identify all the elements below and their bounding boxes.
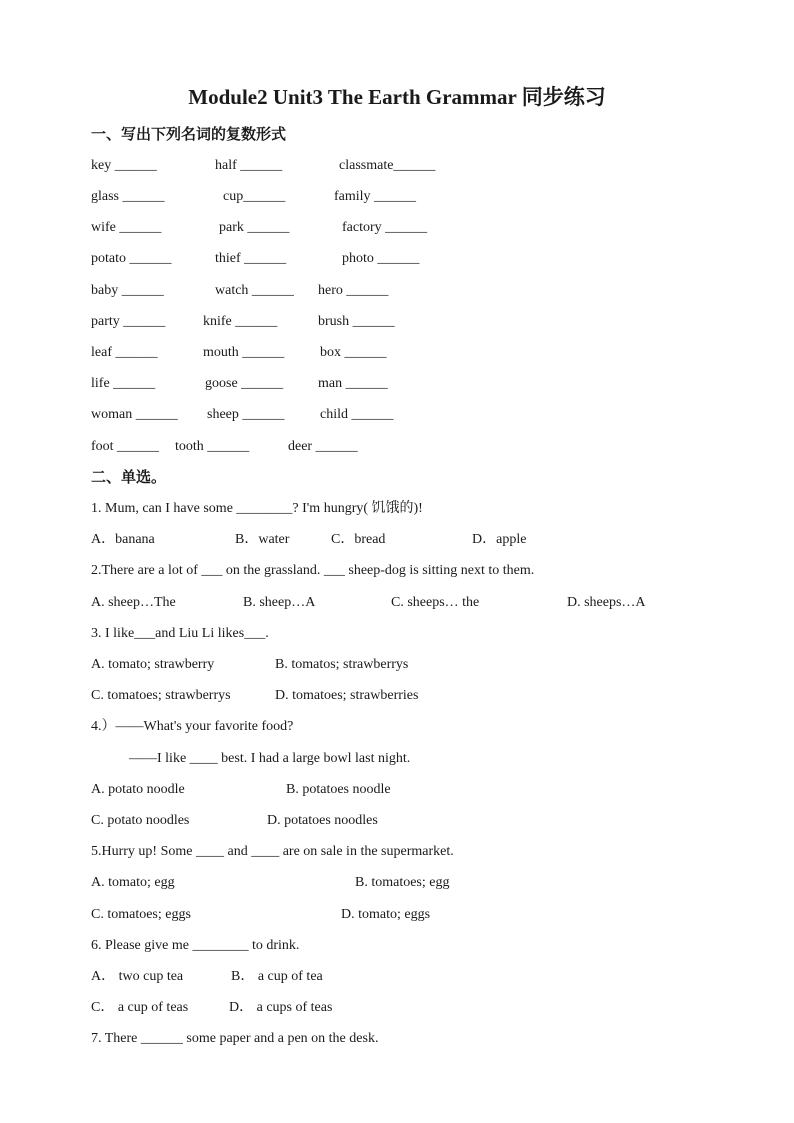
option-d: D. tomatoes; strawberries xyxy=(275,688,419,703)
plural-item: party ______ xyxy=(91,314,166,329)
plural-item: wife ______ xyxy=(91,220,162,235)
section2-heading: 二、单选。 xyxy=(91,468,167,486)
plural-item: leaf ______ xyxy=(91,345,158,360)
option-c: C. sheeps… the xyxy=(391,595,480,610)
question-stem: 2.There are a lot of ___ on the grassland. ___ sheep-dog is sitting next to them. xyxy=(91,563,535,578)
plural-item: cup______ xyxy=(223,189,286,204)
plural-item: woman ______ xyxy=(91,407,178,422)
option-c: C． a cup of teas xyxy=(91,1000,189,1015)
option-a: A. tomato; egg xyxy=(91,875,175,890)
option-d: D. potatoes noodles xyxy=(267,813,378,828)
plural-item: watch ______ xyxy=(215,283,294,298)
option-b: B. tomatos; strawberrys xyxy=(275,657,409,672)
question-stem: 1. Mum, can I have some ________? I'm hungry( 饥饿的)! xyxy=(91,501,423,516)
option-c: C．bread xyxy=(331,532,386,547)
option-d: D． a cups of teas xyxy=(229,1000,333,1015)
option-d: D. sheeps…A xyxy=(567,595,646,610)
question-stem: 4.）——What's your favorite food? xyxy=(91,719,294,734)
plural-item: sheep ______ xyxy=(207,407,285,422)
option-a: A． two cup tea xyxy=(91,969,184,984)
question-stem: 5.Hurry up! Some ____ and ____ are on sale in the supermarket. xyxy=(91,844,454,859)
plural-item: goose ______ xyxy=(205,376,284,391)
option-d: D. tomato; eggs xyxy=(341,907,431,922)
option-b: B. potatoes noodle xyxy=(286,782,391,797)
option-b: B．water xyxy=(235,532,290,547)
plural-item: thief ______ xyxy=(215,251,287,266)
plural-item: baby ______ xyxy=(91,283,164,298)
option-c: C. tomatoes; eggs xyxy=(91,907,191,922)
question-stem: 7. There ______ some paper and a pen on the desk. xyxy=(91,1031,379,1046)
page-title: Module2 Unit3 The Earth Grammar 同步练习 xyxy=(188,85,606,109)
plural-item: man ______ xyxy=(318,376,388,391)
plural-item: park ______ xyxy=(219,220,290,235)
plural-item: knife ______ xyxy=(203,314,278,329)
question-stem-reply: ——I like ____ best. I had a large bowl last night. xyxy=(129,751,411,766)
plural-item: photo ______ xyxy=(342,251,420,266)
plural-item: foot ______ xyxy=(91,439,160,454)
option-b: B. sheep…A xyxy=(243,595,316,610)
option-b: B. tomatoes; egg xyxy=(355,875,450,890)
plural-item: brush ______ xyxy=(318,314,395,329)
plural-item: child ______ xyxy=(320,407,394,422)
plural-item: deer ______ xyxy=(288,439,358,454)
plural-item: factory ______ xyxy=(342,220,428,235)
plural-item: tooth ______ xyxy=(175,439,250,454)
question-stem: 6. Please give me ________ to drink. xyxy=(91,938,300,953)
question-stem: 3. I like___and Liu Li likes___. xyxy=(91,626,269,641)
option-a: A. tomato; strawberry xyxy=(91,657,215,672)
plural-item: glass ______ xyxy=(91,189,165,204)
option-a: A. sheep…The xyxy=(91,595,176,610)
plural-item: life ______ xyxy=(91,376,156,391)
option-a: A．banana xyxy=(91,532,155,547)
plural-item: family ______ xyxy=(334,189,417,204)
plural-item: hero ______ xyxy=(318,283,389,298)
section1-heading: 一、写出下列名词的复数形式 xyxy=(91,125,287,143)
plural-item: classmate______ xyxy=(339,158,436,173)
option-c: C. potato noodles xyxy=(91,813,190,828)
option-d: D．apple xyxy=(472,532,527,547)
plural-item: mouth ______ xyxy=(203,345,285,360)
option-c: C. tomatoes; strawberrys xyxy=(91,688,231,703)
option-b: B． a cup of tea xyxy=(231,969,323,984)
plural-item: key ______ xyxy=(91,158,157,173)
plural-item: half ______ xyxy=(215,158,283,173)
plural-item: box ______ xyxy=(320,345,387,360)
option-a: A. potato noodle xyxy=(91,782,185,797)
plural-item: potato ______ xyxy=(91,251,172,266)
